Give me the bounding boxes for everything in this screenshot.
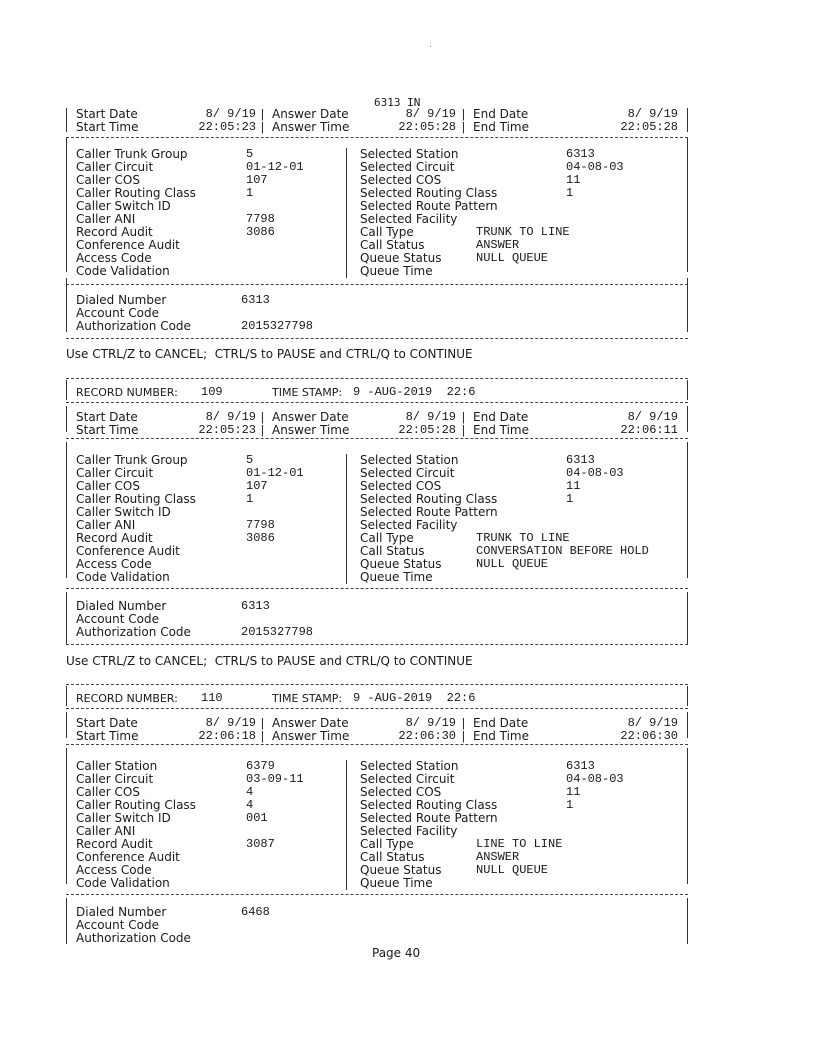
selected-station-label: Selected Station [360,453,459,467]
record-number-value: 109 [201,385,223,399]
caller-cos-label: Caller COS [76,479,140,493]
selected-routing-class-value: 1 [566,492,574,506]
answer-date-label: Answer Date [272,107,349,121]
caller-trunk-group-value: 5 [246,453,254,467]
record-block-1: Start Date 8/ 9/19 | Answer Date 8/ 9/19 | End Date 8/ 9/19 Start Time 22:05:23 | Answer Time 22:05:28 | End Time 22:05:28 Caller Trunk Group 5 Caller Circuit 01-12-01 Caller COS 107 Caller Routing Class 1 Caller Switch ID Caller ANI 7798 Record Audit 3086 Conference Audit Access Code Code Validation Selected Station 6313 Selected Circuit 04-08-03 Selected COS 11 Selected Routing Class 1 Selected Route Pattern Selected Facility Call Type TRUNK TO LINE Call Status ANSWER Queue Status NULL QUEUE Queue Time Dialed Number 6313 Account Code Authorization Code 2015327798 [66,108,688,332]
answer-date-value: 8/ 9/19 [405,716,456,730]
caller-trunk-group-value: 5 [246,147,254,161]
caller-circuit-label: Caller Circuit [76,466,154,480]
end-date-label: End Date [473,716,529,730]
record-number-label: RECORD NUMBER: [76,386,178,399]
selected-cos-label: Selected COS [360,479,442,493]
record-block-109: RECORD NUMBER: 109 TIME STAMP: 9 -AUG-2019 22:6 Start Date 8/ 9/19 | Answer Date 8/ 9/19 | End Date 8/ 9/19 Start Time 22:05:23 | Answer Time 22:05:28 | End Time 22:06:11 Caller Trunk Group 5 Caller Circuit 01-12-01 Caller COS 107 Caller Routing Class 1 Caller Switch ID Caller ANI 7798 Record Audit 3086 Conference Audit Access Code Code Validation Selected Station 6313 Selected Circuit 04-08-03 Selected COS 11 Selected Routing Class 1 Selected Route Pattern Selected Facility Call Type TRUNK TO LINE Call Status CONVERSATION BEFORE HOLD Queue Status NULL QUEUE Queue Time Dialed Number 6313 Account Code Authorization Code 2015327798 [66,378,688,648]
caller-cos-value: 107 [246,173,268,187]
start-time-label: Start Time [76,729,139,743]
record-number-label: RECORD NUMBER: [76,692,178,705]
caller-station-label: Caller Station [76,759,158,773]
selected-facility-label: Selected Facility [360,212,458,226]
authorization-code-value: 2015327798 [241,319,314,333]
start-time-value: 22:05:23 [198,120,256,134]
selected-facility-label: Selected Facility [360,824,458,838]
record-block-110: RECORD NUMBER: 110 TIME STAMP: 9 -AUG-2019 22:6 Start Date 8/ 9/19 | Answer Date 8/ 9/19 | End Date 8/ 9/19 Start Time 22:06:18 | Answer Time 22:06:30 | End Time 22:06:30 Caller Station 6379 Caller Circuit 03-09-11 Caller COS 4 Caller Routing Class 4 Caller Switch ID 001 Caller ANI Record Audit 3087 Conference Audit Access Code Code Validation Selected Station 6313 Selected Circuit 04-08-03 Selected COS 11 Selected Routing Class 1 Selected Route Pattern Selected Facility Call Type LINE TO LINE Call Status ANSWER Queue Status NULL QUEUE Queue Time Dialed Number 6468 Account Code Authorization Code [66,684,688,946]
call-type-label: Call Type [360,837,414,851]
start-date-value: 8/ 9/19 [205,716,256,730]
answer-date-label: Answer Date [272,716,349,730]
record-audit-value: 3087 [246,837,275,851]
end-time-value: 22:06:11 [620,423,678,437]
caller-circuit-label: Caller Circuit [76,160,154,174]
code-validation-label: Code Validation [76,264,170,278]
answer-time-label: Answer Time [272,729,350,743]
selected-routing-class-label: Selected Routing Class [360,186,498,200]
conference-audit-label: Conference Audit [76,850,180,864]
queue-status-value: NULL QUEUE [476,863,549,877]
selected-circuit-label: Selected Circuit [360,772,455,786]
call-status-label: Call Status [360,850,425,864]
caller-cos-value: 4 [246,785,254,799]
cancel-prompt-2: Use CTRL/Z to CANCEL; CTRL/S to PAUSE and CTRL/Q to CONTINUE [66,654,473,668]
selected-routing-class-label: Selected Routing Class [360,492,498,506]
call-status-value: ANSWER [476,238,520,252]
access-code-label: Access Code [76,251,152,265]
call-status-label: Call Status [360,238,425,252]
end-time-value: 22:06:30 [620,729,678,743]
call-type-value: LINE TO LINE [476,837,563,851]
end-date-label: End Date [473,107,529,121]
queue-status-value: NULL QUEUE [476,557,549,571]
time-stamp-label: TIME STAMP: [272,386,343,399]
access-code-label: Access Code [76,863,152,877]
start-date-value: 8/ 9/19 [205,410,256,424]
record-audit-value: 3086 [246,225,275,239]
end-date-label: End Date [473,410,529,424]
caller-routing-class-label: Caller Routing Class [76,798,196,812]
selected-station-value: 6313 [566,453,595,467]
selected-cos-value: 11 [566,785,581,799]
end-time-label: End Time [473,423,529,437]
caller-switch-id-label: Caller Switch ID [76,199,171,213]
selected-station-value: 6313 [566,147,595,161]
account-code-label: Account Code [76,306,159,320]
time-stamp-value: 9 -AUG-2019 22:6 [353,691,476,705]
selected-circuit-value: 04-08-03 [566,160,624,174]
authorization-code-label: Authorization Code [76,319,191,333]
page-number: Page 40 [372,946,421,960]
end-date-value: 8/ 9/19 [627,716,678,730]
selected-cos-value: 11 [566,479,581,493]
caller-ani-label: Caller ANI [76,212,136,226]
selected-cos-label: Selected COS [360,785,442,799]
caller-switch-id-label: Caller Switch ID [76,811,171,825]
dialed-number-value: 6468 [241,905,270,919]
caller-circuit-label: Caller Circuit [76,772,154,786]
selected-routing-class-value: 1 [566,798,574,812]
caller-ani-value: 7798 [246,518,275,532]
selected-station-label: Selected Station [360,759,459,773]
answer-time-label: Answer Time [272,120,350,134]
caller-station-value: 6379 [246,759,275,773]
top-header: 6313 IN [374,96,421,109]
caller-ani-value: 7798 [246,212,275,226]
caller-cos-label: Caller COS [76,173,140,187]
authorization-code-label: Authorization Code [76,931,191,945]
authorization-code-value: 2015327798 [241,625,314,639]
caller-routing-class-label: Caller Routing Class [76,186,196,200]
selected-station-label: Selected Station [360,147,459,161]
dialed-number-label: Dialed Number [76,905,167,919]
start-time-label: Start Time [76,120,139,134]
selected-circuit-value: 04-08-03 [566,466,624,480]
answer-date-label: Answer Date [272,410,349,424]
start-time-value: 22:05:23 [198,423,256,437]
caller-switch-id-value: 001 [246,811,268,825]
answer-time-value: 22:06:30 [398,729,456,743]
caller-circuit-value: 03-09-11 [246,772,304,786]
caller-routing-class-label: Caller Routing Class [76,492,196,506]
selected-circuit-label: Selected Circuit [360,466,455,480]
queue-time-label: Queue Time [360,570,433,584]
call-type-value: TRUNK TO LINE [476,531,570,545]
answer-time-value: 22:05:28 [398,120,456,134]
selected-route-pattern-label: Selected Route Pattern [360,199,498,213]
dialed-number-label: Dialed Number [76,599,167,613]
start-time-label: Start Time [76,423,139,437]
end-time-label: End Time [473,120,529,134]
selected-routing-class-value: 1 [566,186,574,200]
caller-routing-class-value: 4 [246,798,254,812]
conference-audit-label: Conference Audit [76,238,180,252]
queue-time-label: Queue Time [360,876,433,890]
call-type-value: TRUNK TO LINE [476,225,570,239]
caller-ani-label: Caller ANI [76,824,136,838]
start-time-value: 22:06:18 [198,729,256,743]
call-type-label: Call Type [360,531,414,545]
answer-date-value: 8/ 9/19 [405,410,456,424]
answer-time-label: Answer Time [272,423,350,437]
time-stamp-value: 9 -AUG-2019 22:6 [353,385,476,399]
selected-facility-label: Selected Facility [360,518,458,532]
end-date-value: 8/ 9/19 [627,107,678,121]
queue-time-label: Queue Time [360,264,433,278]
start-date-label: Start Date [76,410,138,424]
selected-routing-class-label: Selected Routing Class [360,798,498,812]
record-audit-value: 3086 [246,531,275,545]
caller-cos-label: Caller COS [76,785,140,799]
call-status-label: Call Status [360,544,425,558]
account-code-label: Account Code [76,612,159,626]
selected-cos-label: Selected COS [360,173,442,187]
scan-speck [430,46,431,47]
queue-status-label: Queue Status [360,557,442,571]
record-audit-label: Record Audit [76,531,153,545]
start-date-label: Start Date [76,107,138,121]
end-time-label: End Time [473,729,529,743]
call-status-value: CONVERSATION BEFORE HOLD [476,544,649,558]
time-stamp-label: TIME STAMP: [272,692,343,705]
code-validation-label: Code Validation [76,876,170,890]
selected-circuit-label: Selected Circuit [360,160,455,174]
start-date-label: Start Date [76,716,138,730]
record-audit-label: Record Audit [76,837,153,851]
queue-status-label: Queue Status [360,863,442,877]
record-number-value: 110 [201,691,223,705]
selected-cos-value: 11 [566,173,581,187]
caller-ani-label: Caller ANI [76,518,136,532]
dialed-number-value: 6313 [241,293,270,307]
caller-cos-value: 107 [246,479,268,493]
caller-switch-id-label: Caller Switch ID [76,505,171,519]
record-audit-label: Record Audit [76,225,153,239]
access-code-label: Access Code [76,557,152,571]
code-validation-label: Code Validation [76,570,170,584]
answer-time-value: 22:05:28 [398,423,456,437]
caller-trunk-group-label: Caller Trunk Group [76,147,188,161]
end-date-value: 8/ 9/19 [627,410,678,424]
start-date-value: 8/ 9/19 [205,107,256,121]
account-code-label: Account Code [76,918,159,932]
selected-station-value: 6313 [566,759,595,773]
dialed-number-label: Dialed Number [76,293,167,307]
caller-trunk-group-label: Caller Trunk Group [76,453,188,467]
end-time-value: 22:05:28 [620,120,678,134]
answer-date-value: 8/ 9/19 [405,107,456,121]
caller-circuit-value: 01-12-01 [246,466,304,480]
authorization-code-label: Authorization Code [76,625,191,639]
queue-status-value: NULL QUEUE [476,251,549,265]
selected-circuit-value: 04-08-03 [566,772,624,786]
selected-route-pattern-label: Selected Route Pattern [360,811,498,825]
selected-route-pattern-label: Selected Route Pattern [360,505,498,519]
dialed-number-value: 6313 [241,599,270,613]
call-type-label: Call Type [360,225,414,239]
caller-routing-class-value: 1 [246,186,254,200]
call-status-value: ANSWER [476,850,520,864]
caller-routing-class-value: 1 [246,492,254,506]
conference-audit-label: Conference Audit [76,544,180,558]
cancel-prompt-1: Use CTRL/Z to CANCEL; CTRL/S to PAUSE and CTRL/Q to CONTINUE [66,347,473,361]
queue-status-label: Queue Status [360,251,442,265]
caller-circuit-value: 01-12-01 [246,160,304,174]
